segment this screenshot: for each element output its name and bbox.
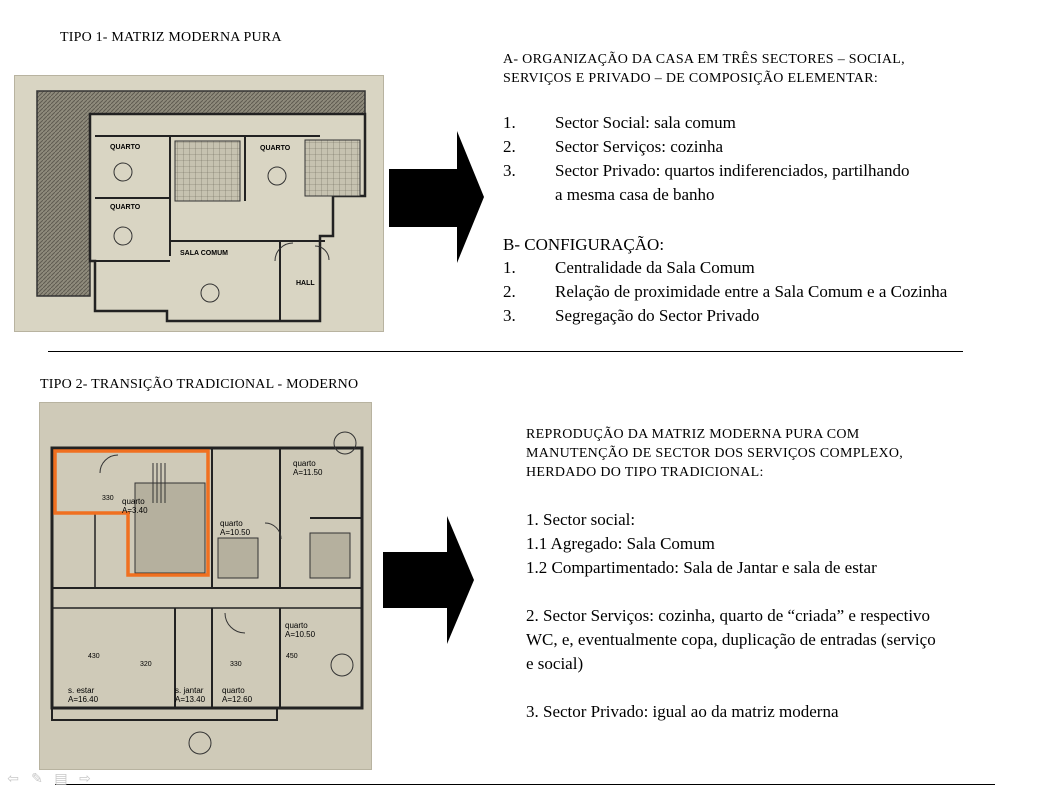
- plan-dimension: 330: [102, 495, 114, 502]
- section-a-heading: [503, 50, 905, 88]
- section-b-list: [503, 256, 1043, 328]
- body-line: 1.1 Agregado: Sala Comum: [526, 534, 715, 553]
- plan-label-quarto: QUARTO: [110, 204, 141, 211]
- body-line: 2. Sector Serviços: cozinha, quarto de “criada” e respectivo: [526, 606, 931, 625]
- body-line: 3. Sector Privado: igual ao da matriz moderna: [526, 702, 839, 721]
- list-text: Sector Social: sala comum: [555, 113, 736, 132]
- bottom-divider: [55, 784, 995, 785]
- right-arrow-icon: [383, 516, 474, 644]
- plan-label-quarto: QUARTO: [110, 144, 141, 151]
- plan-label-quarto: QUARTO: [260, 145, 291, 152]
- tipo2-plan-drawing: [40, 403, 371, 769]
- list-text: Relação de proximidade entre a Sala Comum e a Cozinha: [555, 282, 948, 301]
- list-number: 2.: [503, 137, 516, 156]
- section-a-heading-line: A- ORGANIZAÇÃO DA CASA EM TRÊS SECTORES – SOCIAL,: [503, 52, 905, 67]
- next-arrow-icon[interactable]: ⇨: [79, 771, 91, 787]
- list-item: [503, 256, 1043, 280]
- plan-dimension: 320: [140, 661, 152, 668]
- plan-dimension: 450: [286, 653, 298, 660]
- list-number: 1.: [503, 113, 516, 132]
- plan-room-sala-jantar: [175, 686, 205, 704]
- list-number: 1.: [503, 258, 516, 277]
- room-area: A=13.40: [175, 695, 206, 704]
- tipo2-heading-line: MANUTENÇÃO DE SECTOR DOS SERVIÇOS COMPLEXO,: [526, 446, 904, 461]
- room-area: A=12.60: [222, 695, 253, 704]
- tipo2-floor-plan: [39, 402, 372, 770]
- room-name: quarto: [220, 519, 243, 528]
- tipo1-plan-drawing: [15, 76, 383, 331]
- section-a-list: [503, 111, 1043, 207]
- room-area: A=10.50: [285, 630, 316, 639]
- room-area: A=11.50: [293, 468, 323, 477]
- plan-room-quarto: [293, 459, 322, 477]
- section-b-heading: B- CONFIGURAÇÃO:: [503, 235, 665, 254]
- right-arrow-icon: [389, 131, 484, 263]
- tipo2-heading-line: HERDADO DO TIPO TRADICIONAL:: [526, 465, 764, 480]
- body-line: 1. Sector social:: [526, 510, 636, 529]
- list-item: [503, 159, 1043, 183]
- plan-dimension: 330: [230, 661, 242, 668]
- list-text: Sector Serviços: cozinha: [555, 137, 724, 156]
- section-a-heading-line: SERVIÇOS E PRIVADO – DE COMPOSIÇÃO ELEMENTAR:: [503, 71, 879, 86]
- room-area: A=16.40: [68, 695, 99, 704]
- room-name: quarto: [285, 621, 308, 630]
- section-divider: [48, 351, 963, 352]
- plan-room-quarto: [222, 686, 252, 704]
- room-area: A=10.50: [220, 528, 251, 537]
- list-item: [503, 304, 1043, 328]
- list-number: 2.: [503, 282, 516, 301]
- room-name: quarto: [293, 459, 316, 468]
- body-line: e social): [526, 654, 584, 673]
- list-text: Segregação do Sector Privado: [555, 306, 760, 325]
- list-continuation: a mesma casa de banho: [555, 185, 715, 204]
- list-item: [503, 135, 1043, 159]
- plan-room-quarto: [220, 519, 250, 537]
- list-number: 3.: [503, 161, 516, 180]
- plan-label-sala-comum: SALA COMUM: [180, 250, 228, 257]
- tipo1-floor-plan: [14, 75, 384, 332]
- plan-dimension: 430: [88, 653, 100, 660]
- room-name: quarto: [122, 497, 145, 506]
- prev-arrow-icon[interactable]: ⇦: [7, 771, 19, 787]
- list-item: [503, 280, 1043, 304]
- body-line: WC, e, eventualmente copa, duplicação de entradas (serviço: [526, 630, 936, 649]
- plan-label-hall: HALL: [296, 280, 315, 287]
- room-name: s. jantar: [175, 686, 204, 695]
- slideshow-nav: [4, 771, 94, 787]
- body-line: 1.2 Compartimentado: Sala de Jantar e sala de estar: [526, 558, 877, 577]
- room-name: quarto: [222, 686, 245, 695]
- tipo2-heading-line: REPRODUÇÃO DA MATRIZ MODERNA PURA COM: [526, 427, 860, 442]
- room-name: s. estar: [68, 686, 95, 695]
- plan-room-quarto: [122, 497, 148, 515]
- plan-room-quarto: [285, 621, 315, 639]
- tipo2-body: [526, 508, 1041, 724]
- list-number: 3.: [503, 306, 516, 325]
- list-item: [503, 111, 1043, 135]
- pen-icon[interactable]: ✎: [31, 771, 43, 787]
- tipo2-title: TIPO 2- TRANSIÇÃO TRADICIONAL - MODERNO: [40, 377, 359, 392]
- list-text: Sector Privado: quartos indiferenciados, partilhando: [555, 161, 910, 180]
- tipo1-title: TIPO 1- MATRIZ MODERNA PURA: [60, 30, 282, 45]
- menu-icon[interactable]: ▤: [54, 771, 68, 787]
- list-text: Centralidade da Sala Comum: [555, 258, 755, 277]
- tipo2-heading: [526, 425, 903, 482]
- plan-room-sala-estar: [68, 686, 98, 704]
- room-area: A=3.40: [122, 506, 148, 515]
